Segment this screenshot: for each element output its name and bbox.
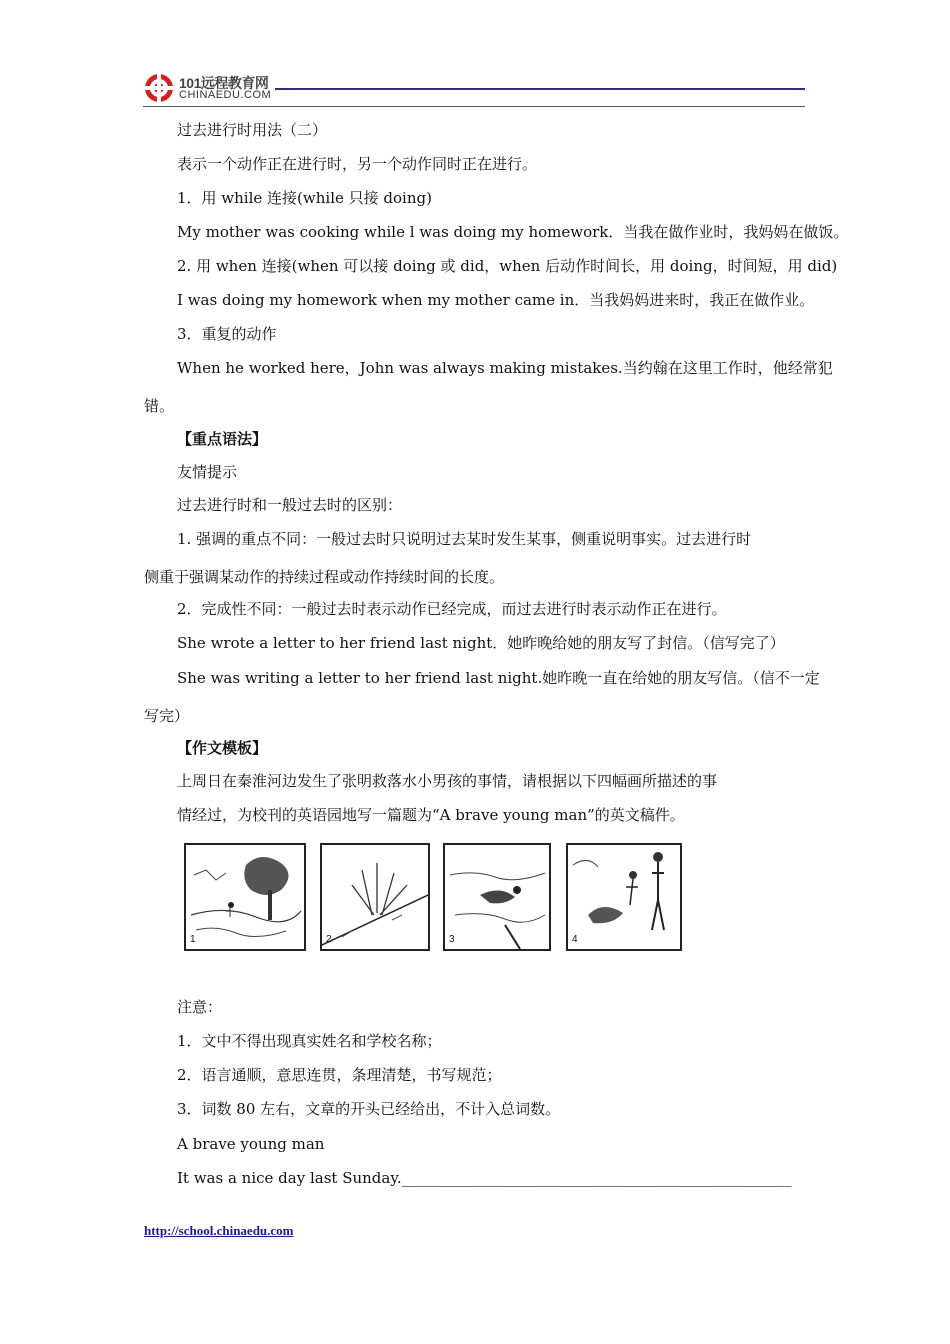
paragraph: 情经过，为校刊的英语园地写一篇题为“A brave young man”的英文稿件。 [177, 806, 685, 824]
rescue-illustration [445, 845, 549, 949]
picture-sequence [184, 843, 684, 955]
example-sentence: I was doing my homework when my mother came in．当我妈妈进来时，我正在做作业。 [177, 291, 815, 309]
footer-website-link[interactable]: http://school.chinaedu.com [144, 1223, 294, 1238]
paragraph: 1. 强调的重点不同：一般过去时只说明过去某时发生某事，侧重说明事实。过去进行时 [177, 530, 752, 548]
example-sentence-continued: 写完） [144, 707, 190, 725]
picture-3 [443, 843, 551, 951]
paragraph: 1．用 while 连接(while 只接 doing) [177, 189, 432, 207]
example-sentence: When he worked here，John was always making mistakes.当约翰在这里工作时，他经常犯 [177, 359, 833, 377]
example-sentence: She was writing a letter to her friend last night.她昨晚一直在给她的朋友写信。（信不一定 [177, 669, 820, 687]
section-heading: 【作文模板】 [177, 739, 268, 757]
paragraph: 上周日在秦淮河边发生了张明救落水小男孩的事情，请根据以下四幅画所描述的事 [177, 772, 718, 790]
paragraph: 2．完成性不同：一般过去时表示动作已经完成，而过去进行时表示动作正在进行。 [177, 600, 727, 618]
essay-opening-line: It was a nice day last Sunday.____________________________________________________ [177, 1169, 792, 1187]
header-rule-bottom [143, 106, 805, 107]
picture-4 [566, 843, 682, 951]
logo-english-text: CHINAEDU.COM [179, 89, 272, 101]
picture-number: 4 [572, 934, 578, 945]
example-sentence: My mother was cooking while l was doing my homework．当我在做作业时，我妈妈在做饭。 [177, 223, 849, 241]
paragraph: 表示一个动作正在进行时，另一个动作同时正在进行。 [177, 155, 538, 173]
paragraph: 2. 用 when 连接(when 可以接 doing 或 did，when 后动作时间长，用 doing，时间短，用 did) [177, 257, 838, 275]
notice-item: 2．语言通顺，意思连贯，条理清楚，书写规范； [177, 1066, 502, 1084]
section-title: 过去进行时用法（二） [177, 121, 328, 139]
riverside-scene-illustration [186, 845, 304, 949]
notice-item: 3．词数 80 左右，文章的开头已经给出，不计入总词数。 [177, 1100, 561, 1118]
page-header [143, 70, 805, 110]
picture-number: 2 [326, 934, 332, 945]
header-rule-top [275, 88, 805, 90]
paragraph-continued: 侧重于强调某动作的持续过程或动作持续时间的长度。 [144, 568, 505, 586]
reeds-illustration [322, 845, 428, 949]
example-sentence-continued: 错。 [144, 397, 175, 415]
paragraph: 友情提示 [177, 463, 238, 481]
paragraph: 3．重复的动作 [177, 325, 277, 343]
logo-chinese-text: 101远程教育网 [179, 75, 269, 91]
picture-number: 1 [190, 934, 196, 945]
notice-item: 1．文中不得出现真实姓名和学校名称； [177, 1032, 442, 1050]
section-heading: 【重点语法】 [177, 430, 268, 448]
picture-number: 3 [449, 934, 455, 945]
essay-title: A brave young man [177, 1135, 325, 1153]
paragraph: 过去进行时和一般过去时的区别： [177, 496, 403, 514]
picture-2 [320, 843, 430, 951]
example-sentence: She wrote a letter to her friend last night．她昨晚给她的朋友写了封信。（信写完了） [177, 634, 785, 652]
chinaedu-logo-icon [143, 72, 175, 104]
notice-heading: 注意： [177, 998, 223, 1016]
aftermath-illustration [568, 845, 680, 949]
picture-1 [184, 843, 306, 951]
